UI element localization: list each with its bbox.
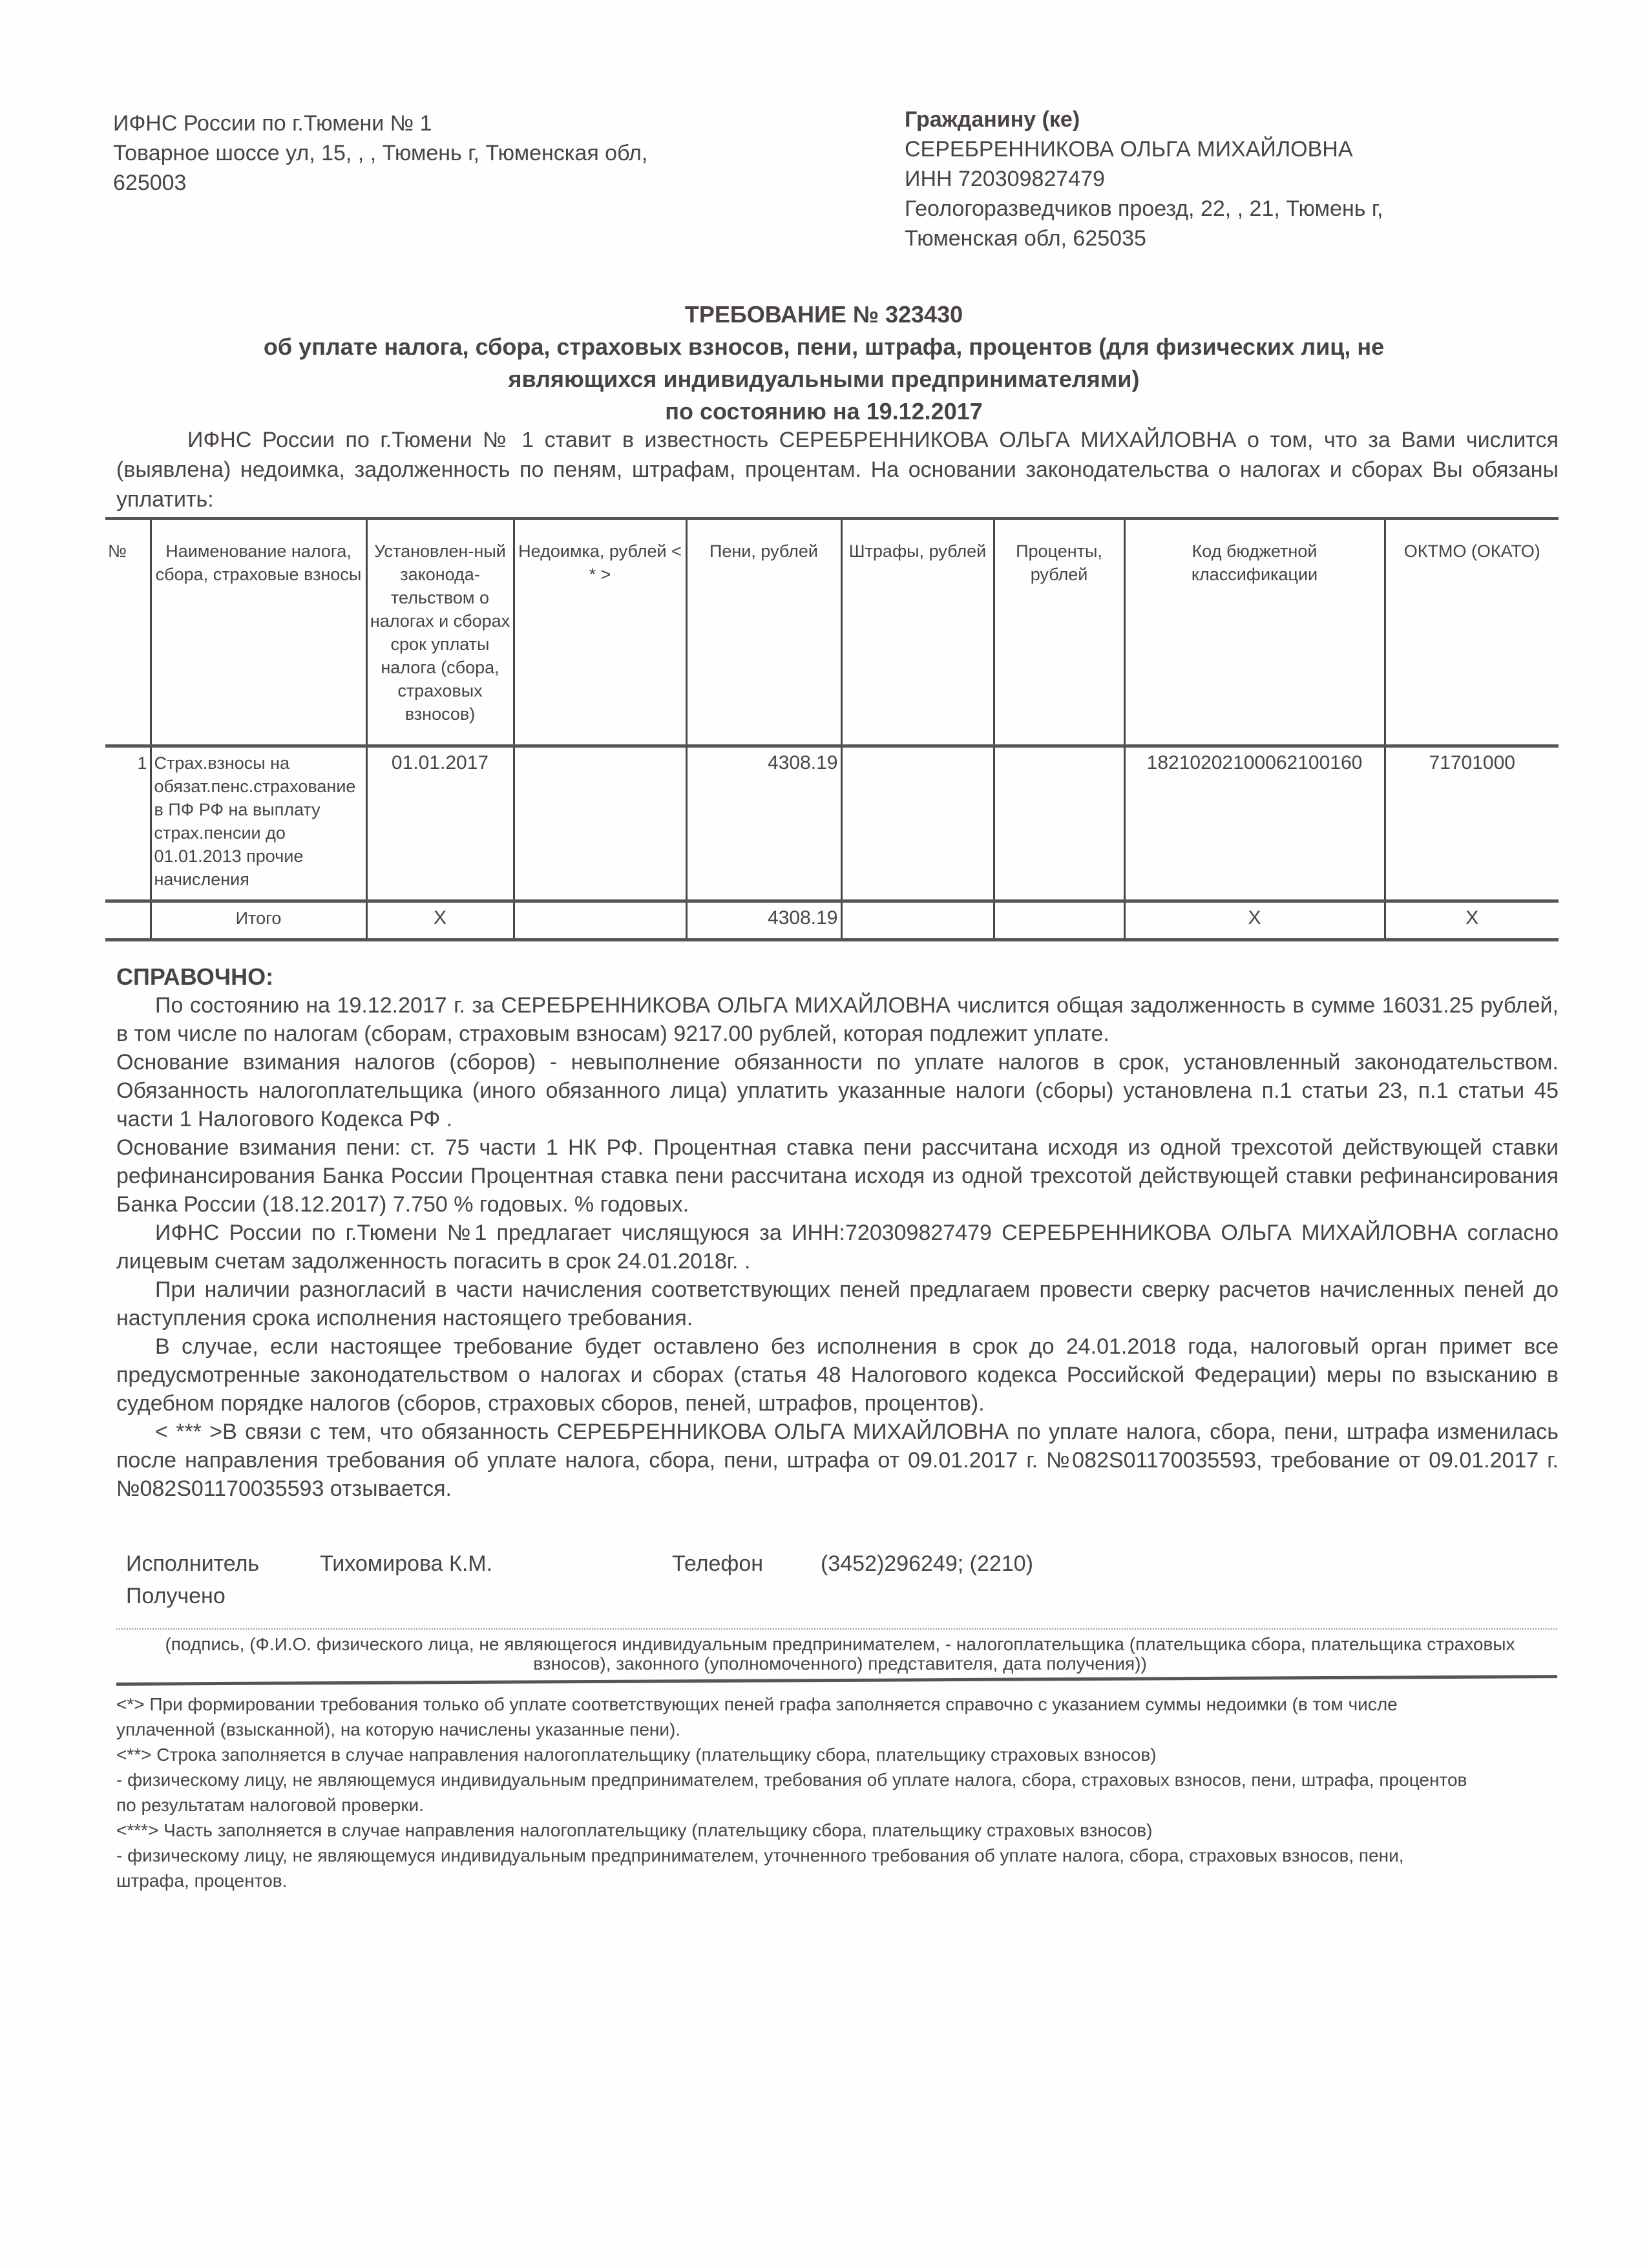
cell-fines [841, 746, 994, 901]
cell-arrears [514, 746, 686, 901]
sender-name: ИФНС России по г.Тюмени № 1 [113, 111, 432, 136]
table-header-row [105, 519, 1559, 746]
cell-total-arrears [514, 901, 686, 940]
recipient-address: Геологоразведчиков проезд, 22, , 21, Тюмень г, [905, 196, 1383, 221]
cell-total-kbk: X [1124, 901, 1385, 940]
reference-reconciliation: При наличии разногласий в части начисления соответствующих пеней предлагаем провести сверку расчетов начисленных пеней до наступления срока исполнения настоящего требования. [116, 1277, 1559, 1330]
title-subject-2: являющихся индивидуальными предпринимателями) [508, 366, 1140, 392]
footnote-2-cont: - физическому лицу, не являющемуся индивидуальным предпринимателем, требования об уплате налога, сбора, страховых взносов, пени, штрафа, процентов по результатам налоговой проверки. [116, 1770, 1467, 1815]
document-title [129, 299, 1518, 428]
footnote-3-cont: - физическому лицу, не являющемуся индивидуальным предпринимателем, уточненного требования об уплате налога, сбора, страховых взносов, пени, штрафа, процентов. [116, 1845, 1404, 1891]
intro-paragraph [116, 425, 1559, 514]
cell-total-due-date: X [366, 901, 514, 940]
cell-kbk: 18210202100062100160 [1124, 746, 1385, 901]
col-header-oktmo: ОКТМО (ОКАТО) [1385, 519, 1559, 746]
recipient-label: Гражданину (ке) [905, 107, 1080, 132]
executor-label: Исполнитель [126, 1551, 260, 1576]
recipient-block [905, 105, 1486, 253]
title-number: ТРЕБОВАНИЕ № 323430 [684, 301, 963, 328]
cell-total-interest [994, 901, 1124, 940]
cell-total-oktmo: X [1385, 901, 1559, 940]
title-subject: об уплате налога, сбора, страховых взносов, пени, штрафа, процентов (для физических лиц, не [263, 333, 1385, 360]
col-header-fines: Штрафы, рублей [841, 519, 994, 746]
recipient-inn: ИНН 720309827479 [905, 167, 1105, 191]
cell-num: 1 [105, 746, 151, 901]
phone-label: Телефон [672, 1551, 764, 1576]
tax-demand-table [105, 517, 1559, 941]
reference-revocation: < *** >В связи с тем, что обязанность СЕРЕБРЕННИКОВА ОЛЬГА МИХАЙЛОВНА по уплате налога, сбора, пени, штрафа изменилась после направления требования об уплате налога, сбора, пени, штрафа от 09.01.2017 г. №082S01170035593, требование от 09.01.2017 г. №082S01170035593 отзывается. [116, 1420, 1559, 1501]
footnote-3: <***> Часть заполняется в случае направления налогоплательщику (плательщику сбора, плательщику страховых взносов) [116, 1820, 1153, 1840]
recipient-name: СЕРЕБРЕННИКОВА ОЛЬГА МИХАЙЛОВНА [905, 137, 1353, 162]
footnote-1: <*> При формировании требования только об уплате соответствующих пеней графа заполняется справочно с указанием суммы недоимки (в том числе уплаченной (взысканной), на которую начислены указанные пени). [116, 1694, 1398, 1739]
sender-address: Товарное шоссе ул, 15, , , Тюмень г, Тюменская обл, [113, 141, 648, 165]
cell-total-num [105, 901, 151, 940]
cell-interest [994, 746, 1124, 901]
signature-caption: (подпись, (Ф.И.О. физического лица, не являющегося индивидуальным предпринимателем, - налогоплательщика (плательщика сбора, плательщика страховых взносов), законного (уполномоченного) представителя, дата получения)) [165, 1634, 1515, 1674]
footnotes [116, 1692, 1473, 1893]
sender-block [113, 109, 759, 198]
col-header-name: Наименование налога, сбора, страховые взносы [151, 519, 366, 746]
reference-heading: СПРАВОЧНО: [116, 963, 274, 990]
cell-total-fines [841, 901, 994, 940]
col-header-interest: Проценты, рублей [994, 519, 1124, 746]
col-header-due-date: Установлен-ный законода-тельством о налогах и сборах срок уплаты налога (сбора, страховых взносов) [366, 519, 514, 746]
table-row [105, 746, 1559, 901]
col-header-penalties: Пени, рублей [686, 519, 841, 746]
footnote-2: <**> Строка заполняется в случае направления налогоплательщику (плательщику сбора, плательщику страховых взносов) [116, 1745, 1157, 1765]
executor-block [126, 1548, 1095, 1612]
cell-oktmo: 71701000 [1385, 746, 1559, 901]
reference-enforcement: В случае, если настоящее требование будет оставлено без исполнения в срок до 24.01.2018 года, налоговый орган примет все предусмотренные законодательством о налогах и сборах (статья 48 Налогового кодекса Российской Федерации) меры по взысканию в судебном порядке налогов (сборов, страховых сборов, пеней, штрафов, процентов). [116, 1334, 1559, 1416]
reference-tax-basis: Основание взимания налогов (сборов) - невыполнение обязанности по уплате налогов в срок, установленный законодательством. Обязанность налогоплательщика (иного обязанного лица) уплатить указанные налоги (сборы) установлена п.1 статьи 23, п.1 статьи 45 части 1 Налогового Кодекса РФ . [116, 1050, 1559, 1131]
signature-line [116, 1628, 1557, 1630]
reference-total-debt: По состоянию на 19.12.2017 г. за СЕРЕБРЕННИКОВА ОЛЬГА МИХАЙЛОВНА числится общая задолженность в сумме 16031.25 рублей, в том числе по налогам (сборам, страховым взносам) 9217.00 рублей, которая подлежит уплате. [116, 993, 1559, 1046]
intro-text: ИФНС России по г.Тюмени № 1 ставит в известность СЕРЕБРЕННИКОВА ОЛЬГА МИХАЙЛОВНА о том, что за Вами числится (выявлена) недоимка, задолженность по пеням, штрафам, процентам. На основании законодательства о налогах и сборах Вы обязаны уплатить: [116, 428, 1559, 512]
cell-total-label: Итого [151, 901, 366, 940]
sender-postcode: 625003 [113, 171, 187, 195]
reference-section [116, 963, 1559, 1503]
executor-name: Тихомирова К.М. [320, 1551, 493, 1576]
received-label: Получено [126, 1584, 226, 1608]
reference-penalty-basis: Основание взимания пени: ст. 75 части 1 НК РФ. Процентная ставка пени рассчитана исходя из одной трехсотой действующей ставки рефинансирования Банка России Процентная ставка пени рассчитана исходя из одной трехсотой действующей ставки рефинансирования Банка России (18.12.2017) 7.750 % годовых. % годовых. [116, 1135, 1559, 1217]
col-header-kbk: Код бюджетной классификации [1124, 519, 1385, 746]
cell-name: Страх.взносы на обязат.пенс.страхование в ПФ РФ на выплату страх.пенсии до 01.01.2013 прочие начисления [151, 746, 366, 901]
phone-number: (3452)296249; (2210) [821, 1551, 1033, 1576]
cell-penalties: 4308.19 [686, 746, 841, 901]
cell-due-date: 01.01.2017 [366, 746, 514, 901]
cell-total-penalties: 4308.19 [686, 901, 841, 940]
reference-payment-deadline: ИФНС России по г.Тюмени №1 предлагает числящуюся за ИНН:720309827479 СЕРЕБРЕННИКОВА ОЛЬГА МИХАЙЛОВНА согласно лицевым счетам задолженность погасить в срок 24.01.2018г. . [116, 1221, 1559, 1274]
col-header-arrears: Недоимка, рублей < * > [514, 519, 686, 746]
divider [116, 1675, 1557, 1686]
recipient-address-2: Тюменская обл, 625035 [905, 226, 1146, 251]
col-header-num: № [105, 519, 151, 746]
title-date: по состоянию на 19.12.2017 [665, 398, 983, 425]
table-total-row [105, 901, 1559, 940]
